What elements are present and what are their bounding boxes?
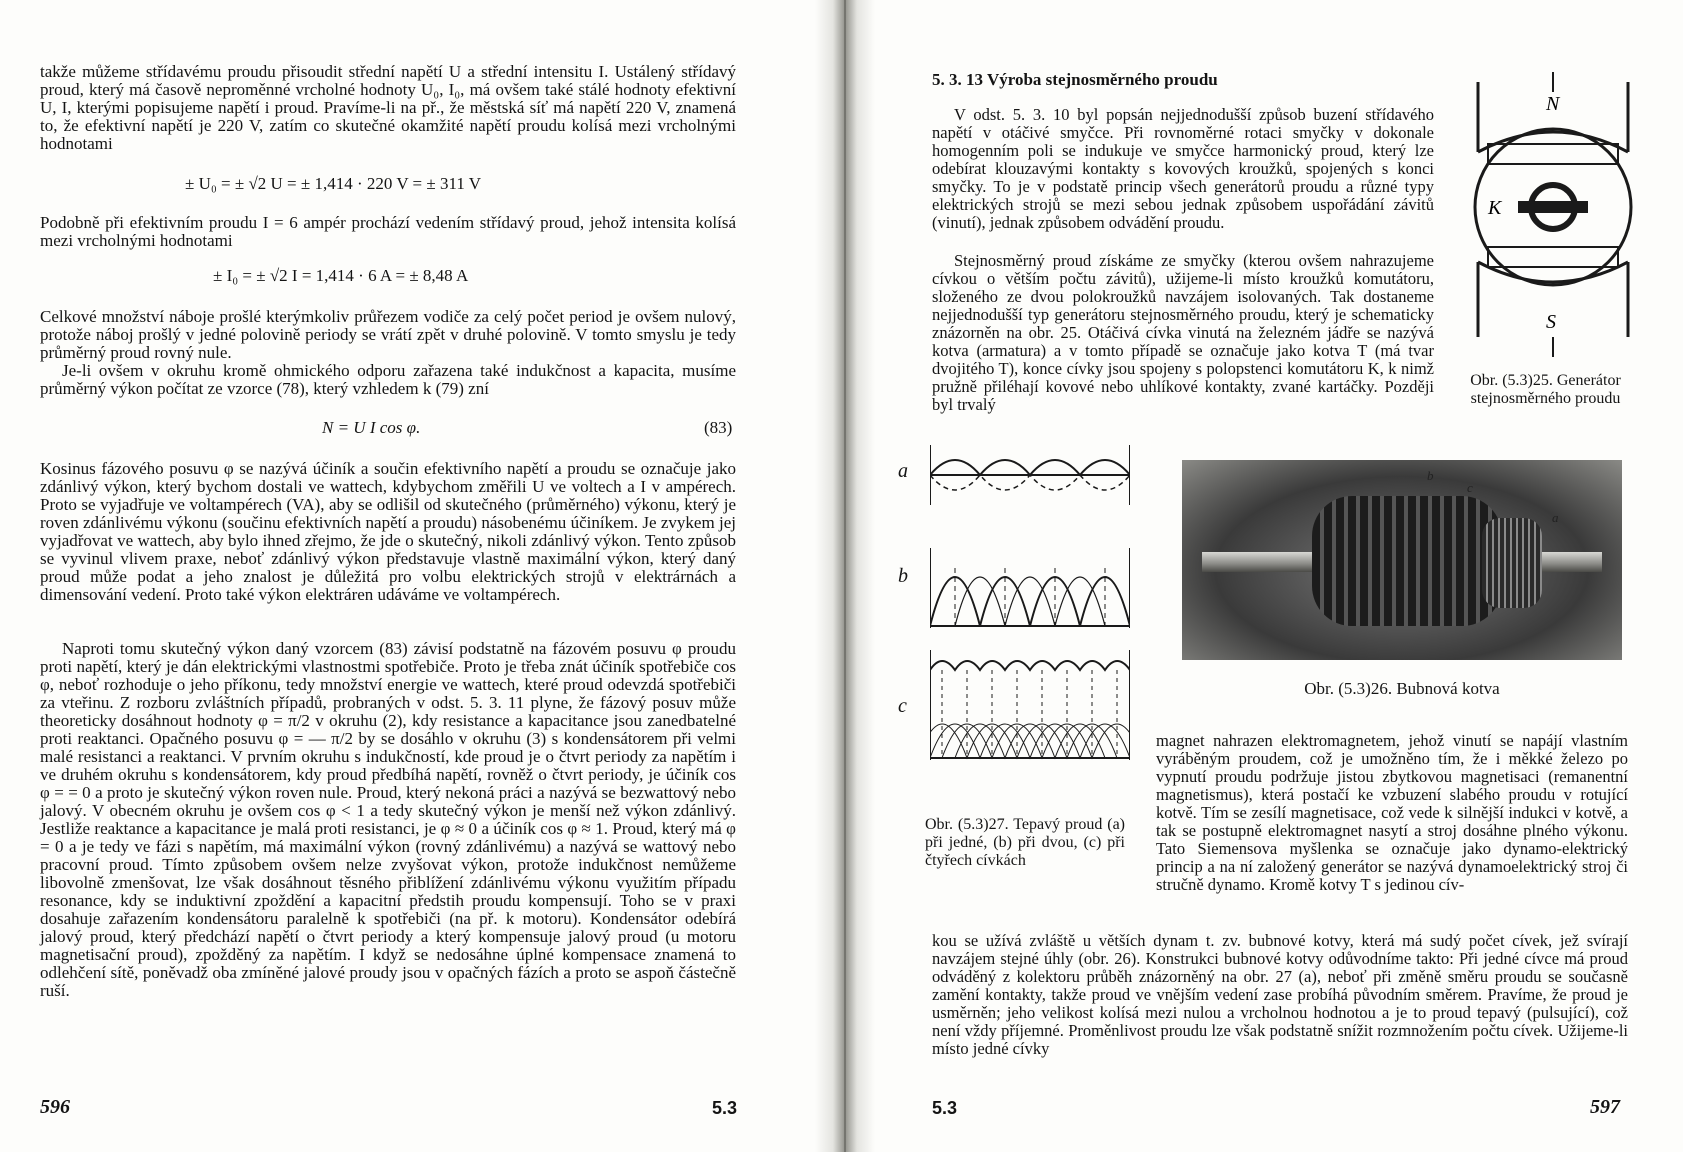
left-paragraph-1: takže můžeme střídavému proudu přisoudit střední napětí U a střední intensitu I. Ustálený střídavý proud, který má časově neproměnné vrcholné hodnoty U₀, I₀, má ovšem také stálé hodnoty efektivní U, I, kterými popisujeme napětí i proud. Pravíme-li na př., že městská síť má napětí 220 V, znamená to, že efektivní napětí je 220 V, zatím co skutečné okamžité napětí proudu kolísá mezi vrcholnými hodnotami: [40, 62, 736, 153]
right-paragraph-2: Stejnosměrný proud získáme ze smyčky (kterou ovšem nahrazujeme cívkou o větším počtu závitů), užijeme-li místo kroužků komutátoru, složeného ze dvou polokroužků navzájem isolovaných. Tak dostaneme nejjednodušší typ generátoru stejnosměrného proudu, který je schematicky znázorněn na obr. 25. Otáčivá cívka vinutá na železném jádře se nazývá kotva (armatura) a v tomto případě se označuje jako kotva T (má tvar dvojitého T), konce cívky jsou spojeny s polopstenci komutátoru K, k nimž pružně přiléhají kovové nebo uhlíkové kontakty, zvané kartáčky. Později byl trvalý: [932, 251, 1434, 414]
waveform-four-coils: [930, 650, 1130, 760]
right-paragraph-1: V odst. 5. 3. 10 byl popsán nejjednodušší způsob buzení střídavého napětí v otáčivé smyčce. Při rovnoměrné rotaci smyčky v dokonale homogenním poli se indukuje ve smyčce harmonický proud, který lze odebírat klouzavými kontakty s kovových kroužků, spojených s konci smyčky. To je v podstatě princip všech generátorů proudu a různé typy elektrických strojů se mezi sebou jednak způsobem uspořádání závitů (vinutí), jednak způsobem odvádění proudu.: [932, 105, 1434, 232]
section-heading: 5. 3. 13 Výroba stejnosměrného proudu: [932, 70, 1218, 89]
pole-n-label: N: [1546, 93, 1560, 115]
figure-26-caption: Obr. (5.3)26. Bubnová kotva: [1304, 679, 1500, 698]
generator-schematic-figure: [1458, 72, 1648, 362]
waveform-label-b: b: [898, 565, 908, 587]
photo-label-a: a: [1552, 510, 1559, 525]
waveform-two-coils: [930, 548, 1130, 628]
page-number-right: 597: [1590, 1096, 1620, 1118]
waveform-label-c: c: [898, 695, 907, 717]
waveform-label-a: a: [898, 460, 908, 482]
armature-drum: [1312, 496, 1502, 626]
armature-commutator: [1482, 518, 1542, 608]
equation-current: ± I₀ = ± √2 I = 1,414 · 6 A = ± 8,48 A: [213, 266, 469, 285]
page-number-left: 596: [40, 1096, 70, 1118]
left-paragraph-3: Celkové množství náboje prošlé kterýmkoliv průřezem vodiče za celý počet period je ovšem nulový, protože náboj prošlý v jedné polovině periody se vrátí zpět v druhé polovině. V tomto smyslu je tedy průměrný proud rovný nule.: [40, 307, 736, 362]
equation-voltage: ± U₀ = ± √2 U = ± 1,414 · 220 V = ± 311 V: [185, 174, 482, 193]
commutator-k-label: K: [1488, 197, 1502, 219]
section-mark-left: 5.3: [712, 1098, 738, 1118]
photo-label-c: c: [1467, 480, 1473, 495]
drum-armature-photo: [1182, 460, 1622, 660]
pole-s-label: S: [1546, 311, 1556, 333]
figure-27-caption: Obr. (5.3)27. Tepavý proud (a) při jedné, (b) při dvou, (c) při čtyřech cívkách: [925, 816, 1125, 869]
right-paragraph-3: magnet nahrazen elektromagnetem, jehož vinutí se napájí vlastním vyráběným proudem, což je umožněno tím, že i měkké železo po vypnutí proudu podržuje jistou zbytkovou magnetisaci (remanentní magnetismus), která postačí ke vzbuzení slabého proudu v rotující kotvě. Tím se zesílí magnetisace, což vede k silnější indukci v kotvě, a tak se postupně elektromagnet nasytí a stroj dosáhne plného výkonu. Tato Siemensova myšlenka se označuje jako dynamo-elektrický princip a na ní založený generátor se nazývá dynamoelektrický stroj či stručně dynamo. Kromě kotvy T s jedinou cív-: [1156, 731, 1628, 894]
left-paragraph-6: Naproti tomu skutečný výkon daný vzorcem (83) závisí podstatně na fázovém posuvu φ proudu proti napětí, který je dán elektrickými vlastnostmi spotřebiče. Proto je třeba znát účiník spotřebiče cos φ, neboť rozhoduje o jeho příkonu, tedy množství energie ve wattech, které proud odevzdá spotřebiči za vteřinu. Z rozboru zvláštních případů, probraných v odst. 5. 3. 11 plyne, že fázový posuv může theoreticky dosáhnout hodnoty φ = π/2 v okruhu (2), kdy resistance a kapacitance jsou zanedbatelné proti reaktanci. Opačného posuvu φ = — π/2 by se dosáhlo v okruhu (3) s kondensátorem při velmi malé resistanci a reaktanci. V prvním okruhu s indukčností, kde proud je o čtvrt periody za napětím i ve druhém okruhu s kondensátorem, kdy proud předbíhá napětí, rovněž o čtvrt periody, je účiník cos φ = = 0 a proto je skutečný výkon roven nule. Proud, který nekoná práci a nazývá se bezwattový nebo jalový. V obecném okruhu je ovšem cos φ < 1 a tedy skutečný výkon je menší než výkon zdánlivý. Jestliže reaktance a kapacitance je malá proti resistanci, je φ ≈ 0 a účiník cos φ ≈ 1. Proud, který má φ = 0 a je tedy ve fázi s napětím, má maximální výkon (rovný zdánlivému) a nazývá se wattový nebo pracovní proud. Tímto způsobem ovšem nelze zvyšovat výkon, protože indukčnost nemůžeme libovolně zmenšovat, lze však dosáhnout těsného přiblížení zdánlivému výkonu využitím případu resonance, kdy se induktivní zpoždění a kapacitní předstih proudu kompensují. Toho se v praxi dosahuje zařazením kondensátoru paralelně k spotřebiči (na př. k motoru). Kondensátor odebírá jalový proud, který předchází napětí o čtvrt periody a který kompensuje jalový proud (u motoru magnetisační proud), zpožděný za napětím. I když se nedosáhne úplné kompensace znamená to odlehčení sítě, poněvadž oba zmíněné jalové proudy jsou v opačných fázích a proto se aspoň částečně ruší.: [40, 639, 736, 1000]
right-paragraph-4: kou se užívá zvláště u větších dynam t. zv. bubnové kotvy, která má sudý počet cívek, jež svírají navzájem stejné úhly (obr. 26). Konstrukci bubnové kotvy odůvodníme takto: Při jedné cívce má proud odváděný z kolektoru průběh znázorněný na obr. 27 (a), neboť při změně směru proudu se současně zamění kontakty, takže proud ve vnějším vedení zase probíhá původním směrem. Pravíme, že proud je usměrněn; jeho velikost kolísá mezi nulou a vrcholnou hodnotou a je to proud tepavý (pulsující), což není vždy příjemné. Proměnlivost proudu lze však podstatně snížit rozmnožením počtu cívek. Užijeme-li místo jedné cívky: [932, 931, 1628, 1058]
section-mark-right: 5.3: [932, 1098, 958, 1118]
equation-number: (83): [704, 418, 733, 437]
left-paragraph-4: Je-li ovšem v okruhu kromě ohmického odporu zařazena také indukčnost a kapacita, musíme průměrný výkon počítat ze vzorce (78), který vzhledem k (79) zní: [40, 361, 736, 398]
left-paragraph-5: Kosinus fázového posuvu φ se nazývá účiník a součin efektivního napětí a proudu se označuje jako zdánlivý výkon, který bychom dostali ve wattech, kdybychom změřili U ve voltech a I v ampérech. Proto se vyjadřuje ve voltampérech (VA), aby se odlišil od skutečného (průměrného) výkonu, který je roven zdánlivému výkonu (součinu efektivních napětí a proudu) násobenému účiníkem. Je zvykem jej vyjadřovat ve wattech, aby bylo ihned zřejmo, že jde o skutečný, nikoli zdánlivý výkon. Tento způsob se vyvinul vlivem praxe, neboť zdánlivý výkon představuje vlastně maximální výkon, který daný proud může podat a jeho znalost je důležitá pro volbu elektrických strojů v elektrárnách a dimensování vedení. Proto také výkon elektráren udáváme ve voltampérech.: [40, 459, 736, 604]
left-paragraph-2: Podobně při efektivním proudu I = 6 ampér prochází vedením střídavý proud, jehož intensita kolísá mezi vrcholnými hodnotami: [40, 213, 736, 250]
photo-label-b: b: [1427, 468, 1434, 483]
equation-power: N = U I cos φ.: [322, 418, 421, 437]
waveform-one-coil: [930, 445, 1130, 505]
figure-25-caption: Obr. (5.3)25. Generátor stejnosměrného proudu: [1470, 372, 1621, 407]
left-page: [0, 0, 830, 1152]
